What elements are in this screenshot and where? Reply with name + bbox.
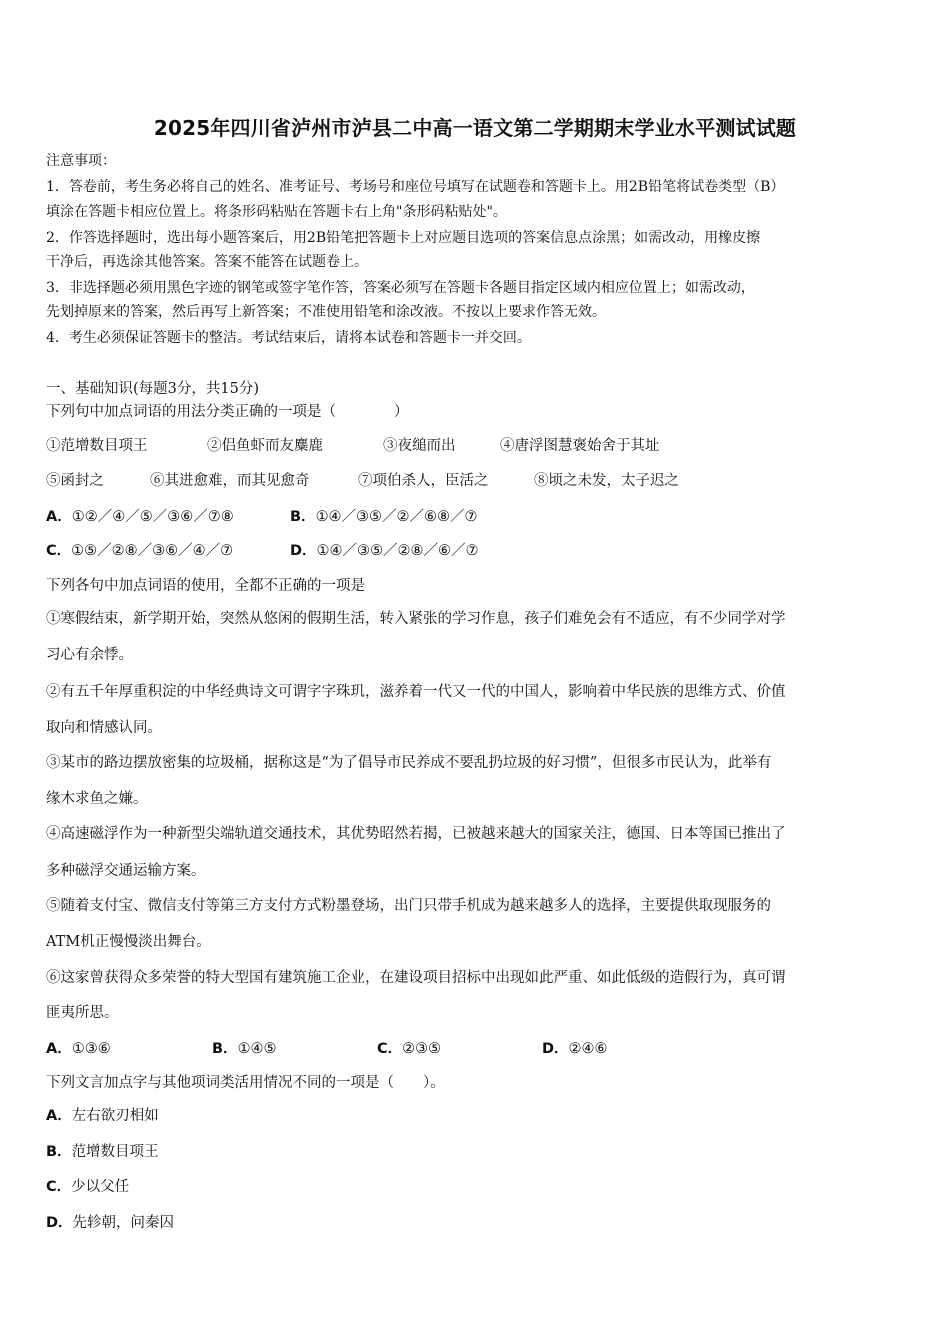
section-heading: 一、基础知识(每题3分，共15分) bbox=[46, 381, 259, 397]
page-title: 2025年四川省泸州市泸县二中高一语文第二学期期末学业水平测试试题 bbox=[153, 116, 797, 140]
option-text: ②③⑤ bbox=[402, 1041, 442, 1057]
option-text: ①④／③⑤／②／⑥⑧／⑦ bbox=[315, 509, 478, 525]
q1-item: ①范增数目项王 bbox=[46, 438, 148, 454]
notice-line: 填涂在答题卡相应位置上。将条形码粘贴在答题卡右上角"条形码粘贴处"。 bbox=[46, 204, 507, 220]
option-text: ②④⑥ bbox=[568, 1041, 608, 1057]
notice-line: 4．考生必须保证答题卡的整洁。考试结束后，请将本试卷和答题卡一并交回。 bbox=[46, 330, 531, 346]
option-text: 范增数目项王 bbox=[71, 1144, 159, 1160]
option-letter: C． bbox=[377, 1041, 403, 1057]
q1-item: ②侣鱼虾而友麋鹿 bbox=[207, 438, 323, 454]
option-text: ①④⑤ bbox=[237, 1041, 277, 1057]
q1-item: ⑧顷之未发，太子迟之 bbox=[534, 473, 679, 489]
option-letter: A． bbox=[46, 509, 72, 525]
q2-para-line: ④高速磁浮作为一种新型尖端轨道交通技术，其优势昭然若揭，已被越来越大的国家关注，德国、日本等国已推出了 bbox=[46, 826, 786, 842]
option-text: 少以父任 bbox=[71, 1179, 130, 1195]
option-letter: D． bbox=[290, 543, 317, 559]
option-letter: D． bbox=[46, 1215, 73, 1231]
q2-para-line: ATM机正慢慢淡出舞台。 bbox=[46, 934, 211, 950]
q2-para-line: ③某市的路边摆放密集的垃圾桶，据称这是“为了倡导市民养成不要乱扔垃圾的好习惯”，但很多市民认为，此举有 bbox=[46, 755, 772, 771]
option-letter: C． bbox=[46, 543, 72, 559]
q2-para-line: 取向和情感认同。 bbox=[46, 720, 162, 736]
q2-para-line: 匪夷所思。 bbox=[46, 1005, 119, 1021]
q2-para-line: ⑥这家曾获得众多荣誉的特大型国有建筑施工企业，在建设项目招标中出现如此严重、如此低级的造假行为，真可谓 bbox=[46, 970, 786, 986]
option-text: 左右欲刃相如 bbox=[71, 1108, 159, 1124]
option-text: 先轸朝，问秦囚 bbox=[72, 1215, 175, 1231]
q2-option-d[interactable] bbox=[542, 1037, 608, 1058]
q2-para-line: ②有五千年厚重积淀的中华经典诗文可谓字字珠玑，滋养着一代又一代的中国人，影响着中华民族的思维方式、价值 bbox=[46, 684, 786, 700]
question-1-stem: 下列句中加点词语的用法分类正确的一项是（ ） bbox=[46, 404, 409, 420]
notice-heading: 注意事项： bbox=[46, 153, 116, 169]
option-text: ①④／③⑤／②⑧／⑥／⑦ bbox=[316, 543, 479, 559]
q2-option-b[interactable] bbox=[212, 1037, 277, 1058]
q1-item: ⑥其进愈难，而其见愈奇 bbox=[150, 473, 310, 489]
q1-item: ③夜缒而出 bbox=[383, 438, 456, 454]
q1-item: ⑤函封之 bbox=[46, 473, 104, 489]
q1-option-d[interactable] bbox=[290, 539, 479, 560]
notice-line: 1．答卷前，考生务必将自己的姓名、准考证号、考场号和座位号填写在试题卷和答题卡上。用2B铅笔将试卷类型（B） bbox=[46, 179, 785, 195]
option-letter: D． bbox=[542, 1041, 569, 1057]
q3-option-b[interactable] bbox=[46, 1140, 159, 1161]
q1-option-c[interactable] bbox=[46, 539, 233, 560]
option-letter: B． bbox=[290, 509, 316, 525]
option-letter: C． bbox=[46, 1179, 72, 1195]
notice-line: 先划掉原来的答案，然后再写上新答案；不准使用铅笔和涂改液。不按以上要求作答无效。 bbox=[46, 304, 606, 320]
notice-line: 干净后，再选涂其他答案。答案不能答在试题卷上。 bbox=[46, 254, 368, 270]
q1-item: ⑦项伯杀人，臣活之 bbox=[358, 473, 489, 489]
q2-para-line: ⑤随着支付宝、微信支付等第三方支付方式粉墨登场，出门只带手机成为越来越多人的选择，主要提供取现服务的 bbox=[46, 898, 771, 914]
option-letter: A． bbox=[46, 1041, 72, 1057]
q1-option-b[interactable] bbox=[290, 505, 478, 526]
option-text: ①③⑥ bbox=[71, 1041, 111, 1057]
option-text: ①②／④／⑤／③⑥／⑦⑧ bbox=[71, 509, 234, 525]
q2-para-line: 缘木求鱼之嫌。 bbox=[46, 791, 148, 807]
q1-option-a[interactable] bbox=[46, 505, 234, 526]
notice-line: 3．非选择题必须用黑色字迹的钢笔或签字笔作答，答案必须写在答题卡各题目指定区域内相应位置上；如需改动， bbox=[46, 280, 755, 296]
option-letter: B． bbox=[212, 1041, 238, 1057]
q1-item: ④唐浮图慧褒始舍于其址 bbox=[500, 438, 660, 454]
q3-option-d[interactable] bbox=[46, 1211, 174, 1232]
notice-line: 2．作答选择题时，选出每小题答案后，用2B铅笔把答题卡上对应题目选项的答案信息点涂黑；如需改动，用橡皮擦 bbox=[46, 230, 761, 246]
question-3-stem: 下列文言加点字与其他项词类活用情况不同的一项是（ ）。 bbox=[46, 1075, 445, 1091]
q3-option-c[interactable] bbox=[46, 1175, 129, 1196]
q3-option-a[interactable] bbox=[46, 1104, 159, 1125]
q2-para-line: ①寒假结束，新学期开始，突然从悠闲的假期生活，转入紧张的学习作息，孩子们难免会有不适应，有不少同学对学 bbox=[46, 611, 786, 627]
q2-para-line: 多种磁浮交通运输方案。 bbox=[46, 863, 206, 879]
question-2-stem: 下列各句中加点词语的使用，全都不正确的一项是 bbox=[46, 578, 365, 594]
q2-para-line: 习心有余悸。 bbox=[46, 647, 133, 663]
q2-option-a[interactable] bbox=[46, 1037, 111, 1058]
option-text: ①⑤／②⑧／③⑥／④／⑦ bbox=[71, 543, 234, 559]
option-letter: B． bbox=[46, 1144, 72, 1160]
q2-option-c[interactable] bbox=[377, 1037, 441, 1058]
option-letter: A． bbox=[46, 1108, 72, 1124]
